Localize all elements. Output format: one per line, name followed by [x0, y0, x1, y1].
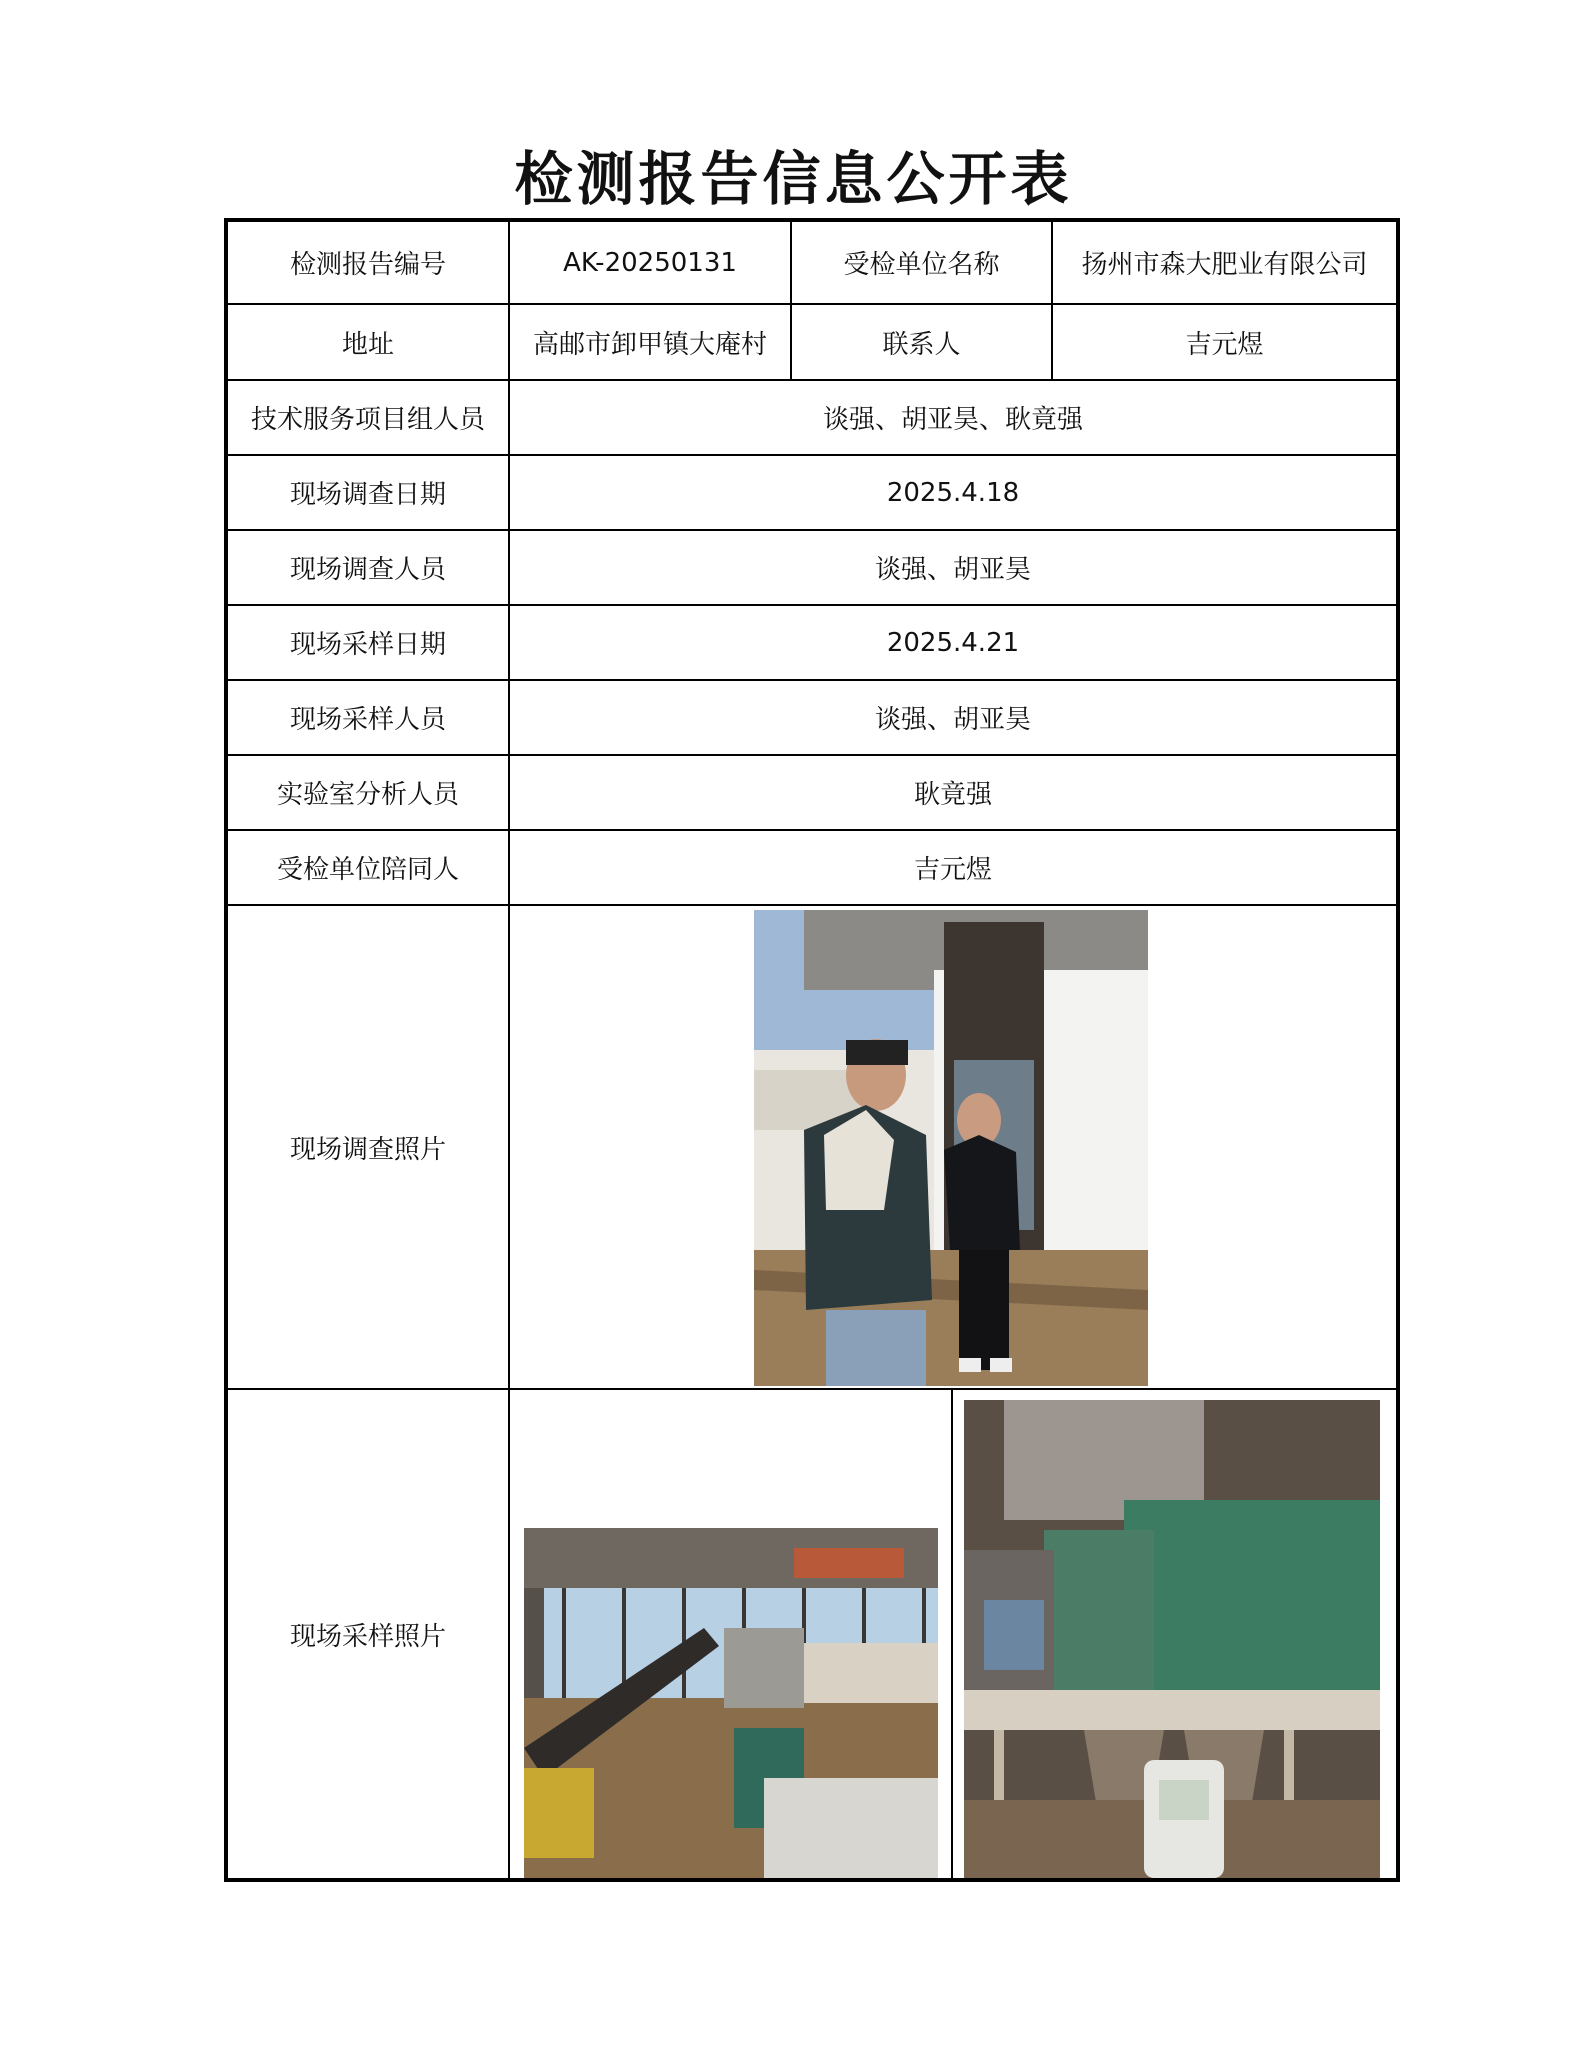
sampling-photo-label: 现场采样照片 — [289, 1621, 446, 1652]
page-title: 检测报告信息公开表 — [514, 145, 1073, 213]
survey-photo-label: 现场调查照片 — [289, 1134, 446, 1165]
escort-value: 吉元煜 — [913, 855, 992, 885]
sampling-photo-right — [964, 1400, 1380, 1878]
sampling-staff-label: 现场采样人员 — [289, 705, 446, 735]
sampling-staff-value: 谈强、胡亚昊 — [874, 705, 1031, 735]
survey-photo — [754, 910, 1148, 1386]
sampling-date-label: 现场采样日期 — [289, 630, 446, 660]
contact-value: 吉元煜 — [1185, 329, 1264, 360]
unit-name-value: 扬州市森大肥业有限公司 — [1081, 250, 1368, 280]
address-label: 地址 — [341, 329, 394, 360]
team-value: 谈强、胡亚昊、耿竟强 — [822, 405, 1083, 435]
sampling-photo-left — [524, 1528, 938, 1878]
report-no-value: AK-20250131 — [563, 247, 737, 278]
survey-staff-value: 谈强、胡亚昊 — [874, 555, 1031, 585]
sampling-date-value: 2025.4.21 — [886, 627, 1020, 658]
contact-label: 联系人 — [882, 329, 961, 360]
team-label: 技术服务项目组人员 — [250, 405, 485, 435]
unit-name-label: 受检单位名称 — [843, 250, 1000, 280]
info-table — [224, 218, 1400, 1882]
escort-label: 受检单位陪同人 — [276, 855, 459, 885]
survey-date-value: 2025.4.18 — [886, 477, 1020, 508]
lab-staff-label: 实验室分析人员 — [276, 780, 459, 810]
survey-staff-label: 现场调查人员 — [289, 555, 446, 585]
lab-staff-value: 耿竟强 — [913, 780, 992, 810]
address-value: 高邮市卸甲镇大庵村 — [532, 329, 767, 360]
survey-date-label: 现场调查日期 — [289, 480, 446, 510]
report-no-label: 检测报告编号 — [289, 250, 446, 280]
